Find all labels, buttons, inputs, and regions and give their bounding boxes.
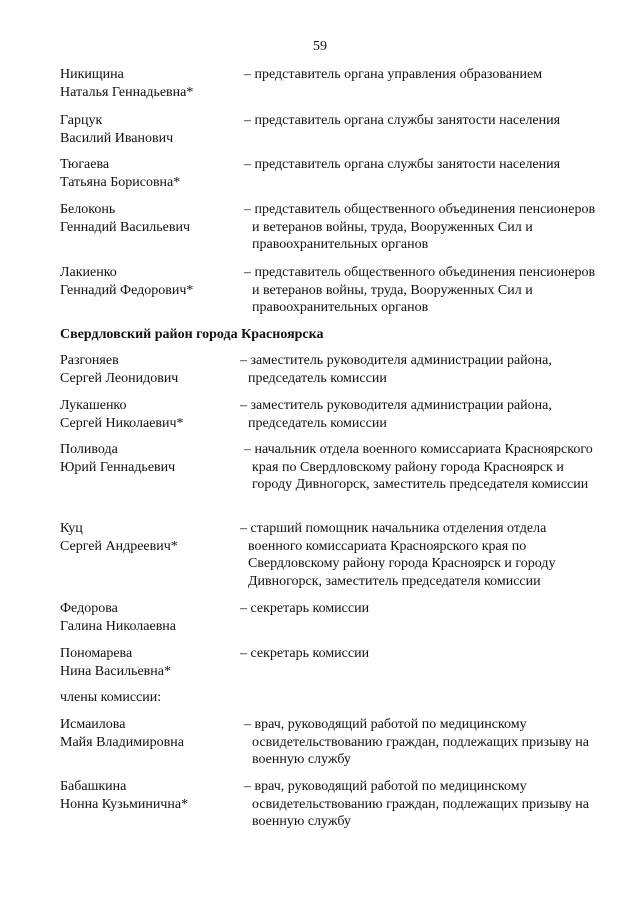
member-name (60, 600, 235, 635)
member-name (60, 264, 235, 299)
member-name (60, 778, 235, 813)
member-given-names: Майя Владимировна (60, 734, 184, 750)
member-surname: Бабашкина (60, 779, 127, 794)
member-surname: Белоконь (60, 202, 116, 217)
member-given-names: Сергей Николаевич* (60, 415, 184, 431)
member-surname: Тюгаева (60, 157, 110, 172)
member-surname: Гарцук (60, 113, 103, 128)
member-role: – представитель органа управления образованием (244, 67, 543, 82)
member-role: – начальник отдела военного комиссариата Красноярского края по Свердловскому району города Красноярск и городу Дивногорск, заместитель председателя комиссии (244, 442, 593, 492)
member-role: – секретарь комиссии (240, 646, 370, 661)
member-surname: Разгоняев (60, 353, 119, 368)
member-given-names: Юрий Геннадьевич (60, 459, 176, 475)
member-name (60, 352, 235, 387)
member-surname: Исмаилова (60, 717, 126, 732)
member-name (60, 66, 235, 101)
member-given-names: Нонна Кузьминична* (60, 796, 189, 812)
member-given-names: Сергей Леонидович (60, 370, 179, 386)
member-name (60, 441, 235, 476)
member-name (60, 645, 235, 680)
member-surname: Поливода (60, 442, 118, 457)
member-role: – представитель органа службы занятости населения (244, 113, 561, 128)
member-given-names: Василий Иванович (60, 130, 174, 146)
member-surname: Федорова (60, 601, 118, 616)
member-name (60, 397, 235, 432)
member-role: – заместитель руководителя администрации района, председатель комиссии (240, 353, 552, 386)
member-given-names: Наталья Геннадьевна* (60, 84, 194, 100)
member-role: – старший помощник начальника отделения отдела военного комиссариата Красноярского края по Свердловскому району города Красноярск и городу Дивногорск, заместитель председателя комиссии (240, 521, 556, 589)
member-role: – заместитель руководителя администрации района, председатель комиссии (240, 398, 552, 431)
member-surname: Лакиенко (60, 265, 117, 280)
member-given-names: Татьяна Борисовна* (60, 174, 181, 190)
member-name (60, 716, 235, 751)
member-name (60, 520, 235, 555)
member-role: – врач, руководящий работой по медицинскому освидетельствованию граждан, подлежащих призыву на военную службу (244, 717, 589, 767)
member-role: – представитель общественного объединения пенсионеров и ветеранов войны, труда, Вооруженных Сил и правоохранительных органов (244, 202, 596, 252)
members-label: члены комиссии: (60, 690, 162, 705)
member-name (60, 201, 235, 236)
member-name (60, 156, 235, 191)
member-given-names: Нина Васильевна* (60, 663, 171, 679)
member-given-names: Галина Николаевна (60, 618, 177, 634)
member-given-names: Геннадий Васильевич (60, 219, 191, 235)
member-role: – врач, руководящий работой по медицинскому освидетельствованию граждан, подлежащих призыву на военную службу (244, 779, 589, 829)
member-surname: Пономарева (60, 646, 133, 661)
member-role: – представитель органа службы занятости населения (244, 157, 561, 172)
member-surname: Лукашенко (60, 398, 127, 413)
member-role: – секретарь комиссии (240, 601, 370, 616)
member-surname: Куц (60, 521, 83, 536)
member-name (60, 112, 235, 147)
page-number: 59 (313, 39, 327, 54)
member-surname: Никищина (60, 67, 124, 82)
member-given-names: Геннадий Федорович* (60, 282, 194, 298)
section-heading: Свердловский район города Красноярска (60, 327, 324, 342)
member-role: – представитель общественного объединения пенсионеров и ветеранов войны, труда, Вооруженных Сил и правоохранительных органов (244, 265, 596, 315)
member-given-names: Сергей Андреевич* (60, 538, 178, 554)
